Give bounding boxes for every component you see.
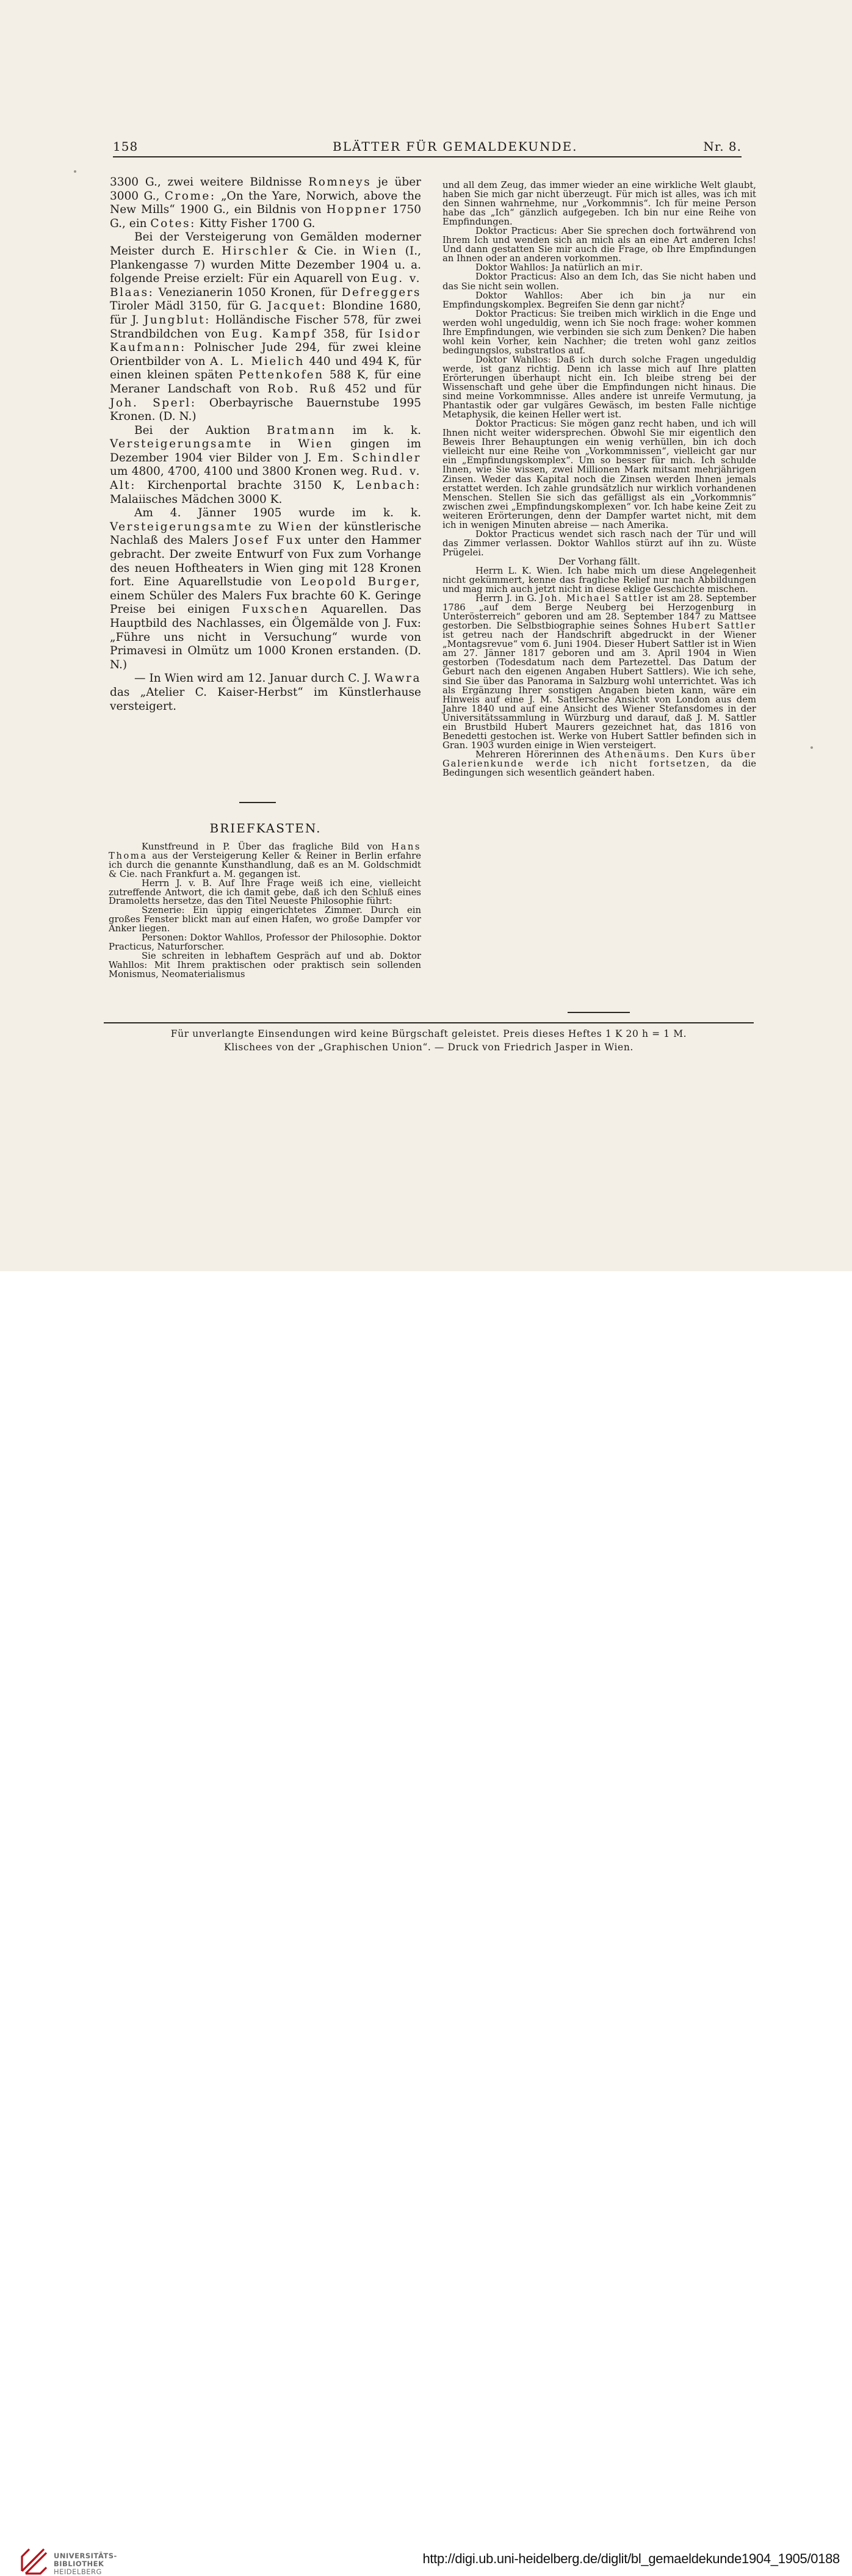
text-run: Szenerie: Ein üppig eingerichtetes Zimmer. Durch ein großes Fenster blickt man auf einen Hafen, wo große Dampfer vor Anker liegen.	[109, 905, 421, 934]
paragraph	[442, 750, 756, 777]
text-run: in	[253, 438, 298, 451]
paragraph	[110, 672, 421, 713]
text-run: Doktor Practicus: Sie treiben mich wirklich in die Enge und werden wohl ungeduldig, wenn ich Sie noch frage: woher kommen Ihre Empfindungen, wie verbinden sie sich zum Denken? Die haben wohl kein Vorher, kein Nachher; die treten wohl ganz zeitlos bedingungslos, substratlos auf.	[442, 308, 756, 356]
spaced-emphasis-text: Hirschler	[222, 244, 290, 258]
text-run: Mehreren Hörerinnen des	[475, 749, 605, 760]
paragraph	[442, 272, 756, 290]
text-run: Herrn L. K. Wien. Ich habe mich um diese Angelegenheit nicht gekümmert, kenne das fragliche Relief nur nach Abbildungen und mag mich auch jetzt nicht in diese eklige Geschichte mischen.	[442, 565, 756, 595]
paragraph	[442, 419, 756, 530]
spaced-emphasis-text: mir.	[621, 262, 644, 273]
spaced-emphasis-text: Athenäums.	[605, 749, 670, 760]
spaced-emphasis-text: Wien	[298, 438, 333, 451]
text-run: Personen: Doktor Wahllos, Professor der Philosophie. Doktor Practicus, Naturforscher.	[109, 933, 421, 952]
scan-speck	[74, 170, 76, 173]
spaced-emphasis-text: Joh. Sperl:	[110, 396, 197, 409]
text-run: einem Schüler des Malers Fux brachte 60 K. Geringe Preise bei einigen	[110, 589, 421, 616]
spaced-emphasis-text: Versteigerungsamte	[110, 438, 253, 451]
briefkasten-heading: BRIEFKASTEN.	[209, 821, 322, 835]
paragraph	[442, 181, 756, 226]
spaced-emphasis-text: Bratmann	[267, 424, 336, 437]
footer-line-2: Klischees von der „Graphischen Union“. — Druck von Friedrich Jasper in Wien.	[224, 1042, 634, 1053]
text-run: Doktor Practicus: Also an dem Ich, das Sie nicht haben und das Sie nicht sein wollen.	[442, 272, 756, 292]
spaced-emphasis-text: Wien	[278, 520, 313, 533]
paragraph	[110, 424, 421, 507]
spaced-emphasis-text: Hoppner	[326, 203, 388, 217]
text-run: das „Atelier C. Kaiser-Herbst“ im Künstlerhause versteigert.	[110, 685, 421, 713]
spaced-emphasis-text: Lenbach:	[356, 479, 421, 492]
paragraph	[110, 231, 421, 424]
text-run: Der Vorhang fällt.	[558, 556, 641, 567]
text-run: je über 3000 G.,	[110, 176, 421, 203]
text-run: Blondine 1680, für J.	[110, 300, 421, 327]
page-number: 158	[113, 139, 139, 154]
text-run: 588 K, für eine Meraner Landschaft von	[110, 369, 421, 395]
journal-title: BLÄTTER FÜR GEMALDEKUNDE.	[333, 139, 578, 154]
text-run: Venezianerin 1050 Kronen, für	[154, 286, 342, 299]
paragraph	[442, 594, 756, 750]
spaced-emphasis-text: Rob. Ruß	[267, 382, 338, 395]
text-run: ist getreu nach der Handschrift abgedruckt in der Wiener „Montagsrevue“ vom 6. Juni 1904. Dieser Hubert Sattler ist in Wien am 27. Jänner 1817 geboren und am 3. April 1904 in Wien gestorben (Todesdatum nach dem Partezettel. Das Datum der Geburt nach den eigenen Angaben Hubert Sattlers). Wie ich sehe, sind Sie über das Panorama in Salzburg wohl unterrichtet. Was ich als Ergänzung Ihrer sonstigen Angaben bieten kann, wäre ein Hinweis auf eine J. M. Sattlersche Ansicht von London aus dem Jahre 1840 und auf eine Ansicht des Wiener Stefansdomes in der Universitätssammlung in Würzburg und darauf, daß J. M. Sattler ein Brustbild Hubert Maurers gezeichnet hat, das 1816 von Benedetti gestochen ist. Werke von Hubert Sattler befinden sich in Gran. 1903 wurden einige in Wien versteigert.	[442, 630, 756, 751]
text-run: Doktor Wahllos: Daß ich durch solche Fragen ungeduldig werde, ist ganz richtig. Denn ich lasse mich auf Ihre platten Erörterungen überhaupt nicht ein. Ich bleibe streng bei der Wissenschaft und gehe über die Empfindungen nicht hinaus. Die sind meine Vorkommnisse. Alles andere ist unreife Vermutung, ja Phantastik oder gar vulgäres Gewäsch, im besten Falle nichtige Metaphysik, die keinen Heller wert ist.	[442, 354, 756, 420]
paragraph	[109, 934, 421, 952]
paragraph	[442, 309, 756, 355]
text-run: Den	[670, 749, 699, 760]
spaced-emphasis-text: Cotes:	[150, 217, 196, 230]
text-run: Herrn J. in G.	[475, 593, 540, 604]
spaced-emphasis-text: Leopold Burger,	[300, 575, 422, 589]
paragraph	[442, 226, 756, 263]
text-run: (I., Plankengasse 7) wurden Mitte Dezember 1904 u. a. folgende Preise erzielt: Für ein Aquarell von	[110, 244, 421, 286]
source-url-link[interactable]: http://digi.ub.uni-heidelberg.de/diglit/bl_gemaeldekunde1904_1905/0188	[422, 2551, 840, 2566]
spaced-emphasis-text: Hans Thoma	[109, 842, 421, 861]
spaced-emphasis-text: Romneys	[308, 176, 372, 189]
text-run: Tiroler Mädl 3150, für G.	[110, 300, 268, 313]
text-run: Sie schreiten in lebhaftem Gespräch auf und ab. Doktor Wahllos: Mit Ihrem praktischen oder praktisch sein sollenden Monismus, Neomaterialismus	[109, 950, 421, 980]
text-run: Polnischer Jude 294, für zwei kleine Orientbilder von	[110, 341, 421, 368]
paragraph	[109, 879, 421, 907]
text-run: zu	[253, 520, 278, 533]
spaced-emphasis-text: Defreggers	[341, 286, 421, 299]
text-run: gingen im Dezember 1904 vier Bilder von J.	[110, 438, 421, 464]
text-run: Kunstfreund in P. Über das fragliche Bild von	[142, 842, 392, 852]
spaced-emphasis-text: Hubert Sattler	[671, 621, 757, 632]
right-column	[442, 181, 756, 777]
text-run: ist am 28. September 1786 „auf dem Berge Neuberg bei Herzogenburg in Unterösterreich“ geboren und am 28. September 1847 zu Mattsee gestorben. Die Selbstbiographie seines Sohnes	[442, 593, 757, 632]
paragraph	[109, 843, 421, 879]
spaced-emphasis-text: Crome:	[164, 189, 216, 203]
scan-speck	[810, 746, 813, 749]
briefkasten-column	[109, 843, 421, 980]
paragraph	[442, 557, 756, 566]
text-run: 358, für	[317, 327, 379, 341]
spaced-emphasis-text: Kurs über Galerienkunde werde ich nicht fortsetzen,	[442, 749, 756, 769]
text-run: Malaiisches Mädchen 3000 K.	[110, 492, 283, 506]
spaced-emphasis-text: Isidor Kaufmann:	[110, 327, 421, 355]
paragraph	[442, 530, 756, 557]
text-run: Doktor Practicus wendet sich rasch nach der Tür und will das Zimmer verlassen. Doktor Wahllos stürzt auf ihn zu. Wüste Prügelei.	[442, 529, 756, 558]
text-run: 452 und für	[337, 382, 421, 395]
column-end-rule	[568, 1012, 630, 1013]
spaced-emphasis-text: Em. Schindler	[317, 451, 421, 464]
text-run: 440 und 494 K, für einen kleinen späten	[110, 355, 421, 382]
text-run: Doktor Wahllos: Ja natürlich an	[475, 262, 622, 273]
paragraph	[110, 176, 421, 231]
spaced-emphasis-text: Joh. Michael Sattler	[540, 593, 654, 604]
spaced-emphasis-text: Fuxschen	[242, 603, 309, 616]
spaced-emphasis-text: A. L. Mielich	[210, 355, 305, 368]
text-run: Doktor Practicus: Sie mögen ganz recht haben, und ich will Ihnen nicht weiter widersprechen. Obwohl Sie mir eigentlich den Beweis Ihrer Behauptungen ein wenig verhüllen, bin ich doch vielleicht nur eine Reihe von „Vorkommnissen“, vielleicht gar nur ein „Empfindungskomplex“. Um so besser für mich. Ich schulde Ihnen, wie Sie wissen, zwei Millionen Mark mitsamt mehrjährigen Zinsen. Weder das Kapital noch die Zinsen werden Ihnen jemals erstattet werden. Ich zahle grundsätzlich nur wirklich vorhandenen Menschen. Stellen Sie sich das gefälligst als ein „Vorkommnis“ zwischen zwei „Empfindungskomplexen“ vor. Ich habe keine Zeit zu weiteren Erörterungen, denn der Dampfer wartet nicht, mit dem ich in wenigen Minuten abreise — nach Amerika.	[442, 419, 756, 530]
spaced-emphasis-text: Wien	[363, 244, 398, 258]
text-run: Kirchenportal brachte 3150 K,	[135, 479, 356, 492]
text-run: „On the Yare, Norwich, above the New Mills“ 1900 G., ein Bildnis von	[110, 189, 421, 217]
spaced-emphasis-text: Jungblut:	[143, 313, 211, 327]
text-run: & Cie. in	[289, 244, 363, 258]
text-run: Am 4. Jänner 1905 wurde im k. k.	[134, 507, 421, 520]
text-run: Bei der Auktion	[134, 424, 267, 437]
spaced-emphasis-text: Jacquet:	[267, 300, 327, 313]
text-run: 1750 G., ein	[110, 203, 421, 230]
footer-rule	[104, 1022, 754, 1023]
spaced-emphasis-text: Pettenkofen	[238, 369, 324, 382]
text-run: Holländische Fischer 578, für zwei Strandbildchen von	[110, 313, 421, 341]
text-run: aus der Versteigerung Keller & Reiner in Berlin erfahre ich durch die genannte Kunsthandlung, daß es an M. Goldschmidt & Cie. nach Frankfurt a. M. gegangen ist.	[109, 850, 421, 879]
paragraph	[110, 507, 421, 672]
footer-line-1: Für unverlangte Einsendungen wird keine Bürgschaft geleistet. Preis dieses Heftes 1 K 20 h = 1 M.	[170, 1028, 687, 1039]
paragraph	[442, 566, 756, 594]
header-rule	[113, 156, 742, 157]
text-run: Oberbayrische Bauernstube 1995 Kronen. (D. N.)	[110, 396, 421, 424]
spaced-emphasis-text: Wawra	[374, 672, 421, 685]
text-run: Doktor Wahllos: Aber ich bin ja nur ein Empfindungskomplex. Begreifen Sie denn gar nicht?	[442, 290, 756, 310]
text-run: 3300 G., zwei weitere Bildnisse	[110, 176, 309, 189]
paragraph	[109, 952, 421, 980]
issue-number: Nr. 8.	[703, 139, 742, 154]
heidelberg-library-logo-icon	[20, 2547, 49, 2576]
spaced-emphasis-text: Josef Fux	[234, 534, 303, 547]
paragraph	[442, 355, 756, 419]
paragraph	[442, 263, 756, 272]
text-run: da die Bedingungen sich wesentlich geändert haben.	[442, 758, 756, 778]
text-run: im k. k.	[336, 424, 421, 437]
text-run: unter den Hammer gebracht. Der zweite Entwurf von Fux zum Vorhange des neuen Hoftheaters in Wien ging mit 128 Kronen fort. Eine Aquarellstudie von	[110, 534, 421, 589]
viewer-footer-bar	[0, 1271, 852, 2576]
spaced-emphasis-text: Eug. Kampf	[231, 327, 317, 341]
text-run: Bei der Versteigerung von Gemälden moderner Meister durch E.	[110, 231, 421, 258]
spaced-emphasis-text: Versteigerungsamte	[110, 520, 253, 533]
left-column	[110, 176, 421, 713]
paragraph	[109, 906, 421, 934]
text-run: der künstlerische Nachlaß des Malers	[110, 520, 421, 547]
text-run: um 4800, 4700, 4100 und 3800 Kronen weg.	[110, 465, 372, 478]
text-run: — In Wien wird am 12. Januar durch C. J.	[134, 672, 375, 685]
text-run: Herrn J. v. B. Auf Ihre Frage weiß ich eine, vielleicht zutreffende Antwort, die ich damit gebe, daß ich den Schluß eines Dramoletts hersetze, das den Titel Neueste Philosophie führt:	[109, 878, 421, 907]
spaced-emphasis-text: Rud. v. Alt:	[110, 465, 421, 492]
text-run: Doktor Practicus: Aber Sie sprechen doch fortwährend von Ihrem Ich und wenden sich an mich als an eine Art anderen Ichs! Und dann gestatten Sie mir auch die Frage, ob Ihre Empfindungen an Ihnen oder an anderen vorkommen.	[442, 226, 756, 264]
library-name: UNIVERSITÄTS- BIBLIOTHEK HEIDELBERG	[54, 2552, 117, 2576]
text-run: Aquarellen. Das Hauptbild des Nachlasses, ein Ölgemälde von J. Fux: „Führe uns nicht in Versuchung“ wurde von Primavesi in Olmütz um 1000 Kronen erstanden. (D. N.)	[110, 603, 421, 671]
spaced-emphasis-text: Eug. v. Blaas:	[110, 272, 421, 299]
text-run: Kitty Fisher 1700 G.	[195, 217, 316, 230]
section-divider	[239, 802, 276, 803]
paragraph	[442, 291, 756, 309]
text-run: und all dem Zeug, das immer wieder an eine wirkliche Welt glaubt, haben Sie mich gar nicht überzeugt. Für mich ist alles, was ich mit den Sinnen wahrnehme, nur „Vorkommnis“. Ich für meine Person habe das „Ich“ gänzlich aufgegeben. Ich bin nur eine Reihe von Empfindungen.	[442, 180, 756, 228]
